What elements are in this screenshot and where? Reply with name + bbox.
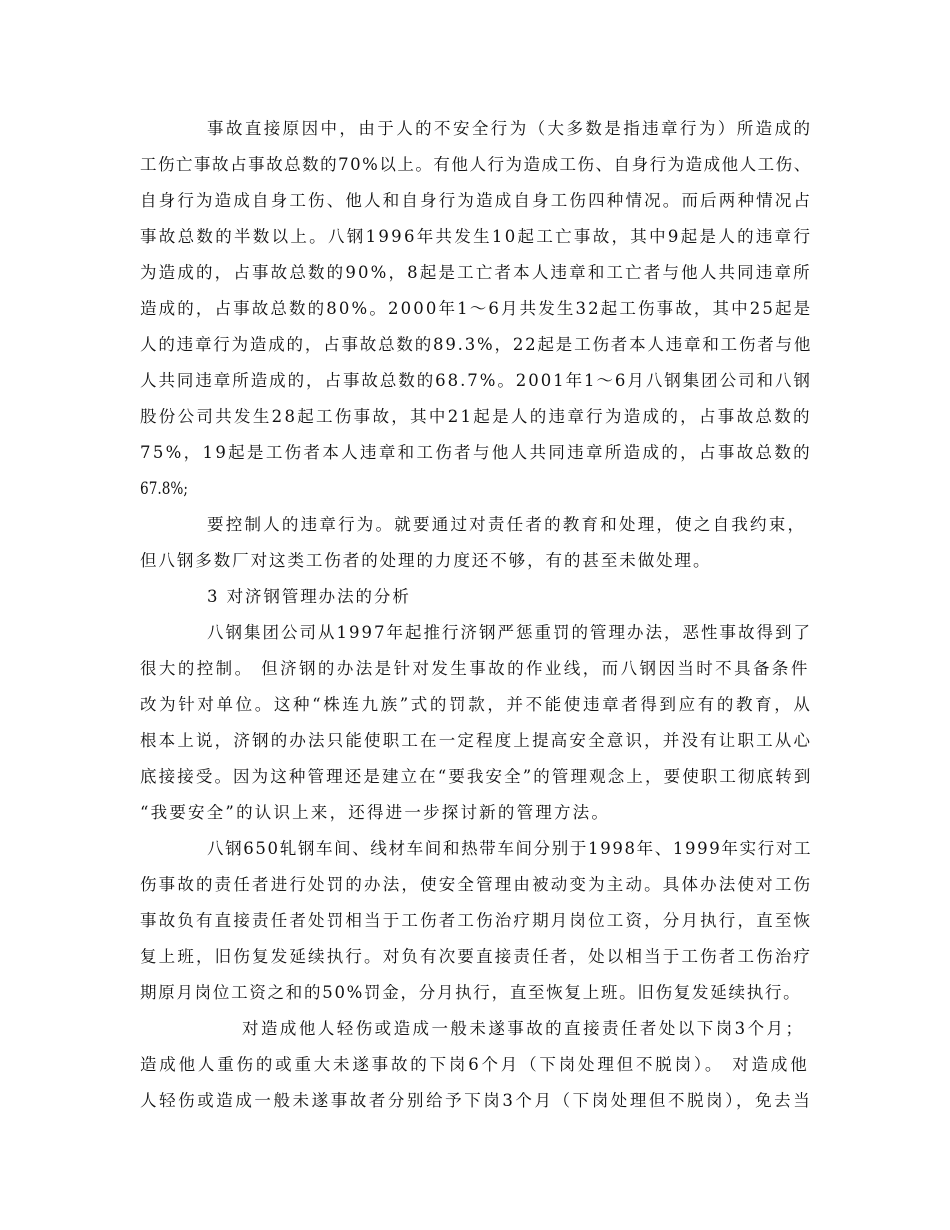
paragraph-line: 人轻伤或造成一般未遂事故者分别给予下岗3个月（下岗处理但不脱岗），免去当 (140, 1091, 813, 1110)
paragraph-line: 自身行为造成自身工伤、他人和自身行为造成自身工伤四种情况。而后两种情况占 (140, 191, 813, 210)
paragraph-line: 事故负有直接责任者处罚相当于工伤者工伤治疗期月岗位工资，分月执行，直至恢 (140, 911, 813, 930)
paragraph-line: 但八钢多数厂对这类工伤者的处理的力度还不够，有的甚至未做处理。 (140, 551, 712, 570)
paragraph-line: 复上班，旧伤复发延续执行。对负有次要直接责任者，处以相当于工伤者工伤治疗 (140, 947, 813, 966)
paragraph-line: 人共同违章所造成的，占事故总数的68.7%。2001年1～6月八钢集团公司和八钢 (140, 371, 812, 390)
paragraph-line: 工伤亡事故占事故总数的70%以上。有他人行为造成工伤、自身行为造成他人工伤、 (140, 155, 812, 174)
paragraph-line: 造成他人重伤的或重大未遂事故的下岗6个月（下岗处理但不脱岗）。 对造成他 (140, 1055, 810, 1074)
paragraph-line: 造成的，占事故总数的80%。2000年1～6月共发生32起工伤事故，其中25起是 (140, 299, 813, 318)
paragraph-line: 底接接受。因为这种管理还是建立在“要我安全”的管理观念上，要使职工彻底转到 (140, 767, 813, 786)
paragraph-line: 很大的控制。 但济钢的办法是针对发生事故的作业线，而八钢因当时不具备条件 (140, 659, 810, 678)
paragraph-line: 八钢集团公司从1997年起推行济钢严惩重罚的管理办法，恶性事故得到了 (207, 623, 812, 642)
paragraph-line: 为造成的，占事故总数的90%，8起是工亡者本人违章和工亡者与他人共同违章所 (140, 263, 812, 282)
paragraph-line: 根本上说，济钢的办法只能使职工在一定程度上提高安全意识，并没有让职工从心 (140, 731, 813, 750)
paragraph-line: 75%，19起是工伤者本人违章和工伤者与他人共同违章所造成的，占事故总数的 (140, 443, 812, 462)
paragraph-line: 期原月岗位工资之和的50%罚金，分月执行，直至恢复上班。旧伤复发延续执行。 (140, 983, 802, 1002)
paragraph-line: 改为针对单位。这种“株连九族”式的罚款，并不能使违章者得到应有的教育，从 (140, 695, 813, 714)
paragraph-line: 事故直接原因中，由于人的不安全行为（大多数是指违章行为）所造成的 (207, 119, 813, 138)
section-heading: 3 对济钢管理办法的分析 (207, 587, 411, 606)
paragraph-line: 股份公司共发生28起工伤事故，其中21起是人的违章行为造成的，占事故总数的 (140, 407, 812, 426)
paragraph-line: 八钢650轧钢车间、线材车间和热带车间分别于1998年、1999年实行对工 (207, 839, 813, 858)
paragraph-line: 要控制人的违章行为。就要通过对责任者的教育和处理，使之自我约束， (207, 515, 807, 534)
paragraph-line: 事故总数的半数以上。八钢1996年共发生10起工亡事故，其中9起是人的违章行 (140, 227, 813, 246)
paragraph-line: 伤事故的责任者进行处罚的办法，使安全管理由被动变为主动。具体办法使对工伤 (140, 875, 813, 894)
paragraph-line: 67.8%; (140, 479, 188, 498)
paragraph-line: “我要安全”的认识上来，还得进一步探讨新的管理方法。 (140, 803, 611, 822)
paragraph-line: 对造成他人轻伤或造成一般未遂事故的直接责任者处以下岗3个月； (242, 1019, 805, 1038)
paragraph-line: 人的违章行为造成的，占事故总数的89.3%，22起是工伤者本人违章和工伤者与他 (140, 335, 813, 354)
